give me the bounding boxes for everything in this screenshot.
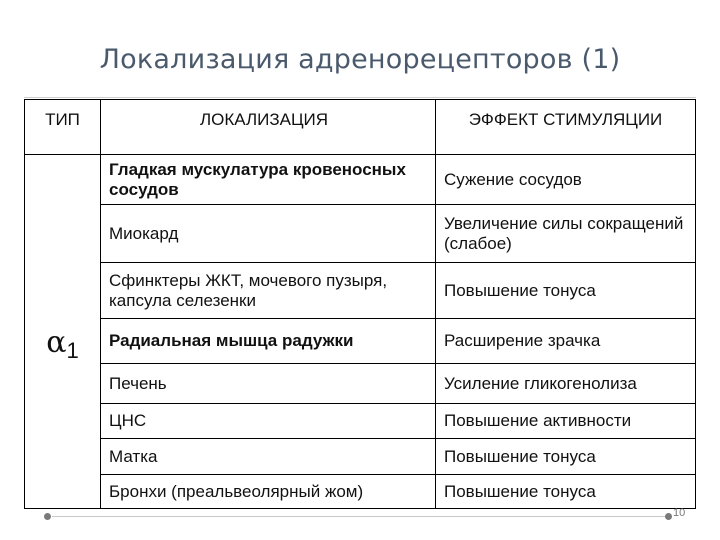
footer-divider <box>52 516 666 517</box>
header-location: ЛОКАЛИЗАЦИЯ <box>101 100 436 155</box>
footer-dot-right <box>665 513 672 520</box>
location-cell: Печень <box>101 364 436 404</box>
effect-cell: Увеличение силы сокращений (слабое) <box>436 205 696 263</box>
table-row <box>25 475 696 509</box>
table-header-row <box>25 100 696 155</box>
title-divider <box>24 97 696 98</box>
table-row <box>25 364 696 404</box>
receptor-table <box>24 99 696 509</box>
effect-cell: Повышение тонуса <box>436 439 696 475</box>
location-cell: ЦНС <box>101 404 436 439</box>
effect-cell: Повышение тонуса <box>436 263 696 319</box>
table-row <box>25 263 696 319</box>
effect-cell: Сужение сосудов <box>436 155 696 205</box>
table-row <box>25 404 696 439</box>
header-type: ТИП <box>25 100 101 155</box>
alpha-1-symbol: $\alpha_1$ <box>46 324 79 363</box>
location-cell: Бронхи (преальвеолярный жом) <box>101 475 436 509</box>
page-number: 10 <box>673 507 686 519</box>
location-cell: Миокард <box>101 205 436 263</box>
header-effect: ЭФФЕКТ СТИМУЛЯЦИИ <box>436 100 696 155</box>
effect-cell: Повышение активности <box>436 404 696 439</box>
table-row <box>25 439 696 475</box>
receptor-type-cell <box>25 155 101 509</box>
slide-title: Локализация адренорецепторов (1) <box>99 44 621 75</box>
location-cell: Радиальная мышца радужки <box>101 319 436 364</box>
location-cell: Матка <box>101 439 436 475</box>
location-cell: Гладкая мускулатура кровеносных сосудов <box>101 155 436 205</box>
footer-dot-left <box>44 513 51 520</box>
effect-cell: Усиление гликогенолиза <box>436 364 696 404</box>
effect-cell: Расширение зрачка <box>436 319 696 364</box>
table-row <box>25 155 696 205</box>
table-row <box>25 205 696 263</box>
location-cell: Сфинктеры ЖКТ, мочевого пузыря, капсула селезенки <box>101 263 436 319</box>
table-row <box>25 319 696 364</box>
effect-cell: Повышение тонуса <box>436 475 696 509</box>
